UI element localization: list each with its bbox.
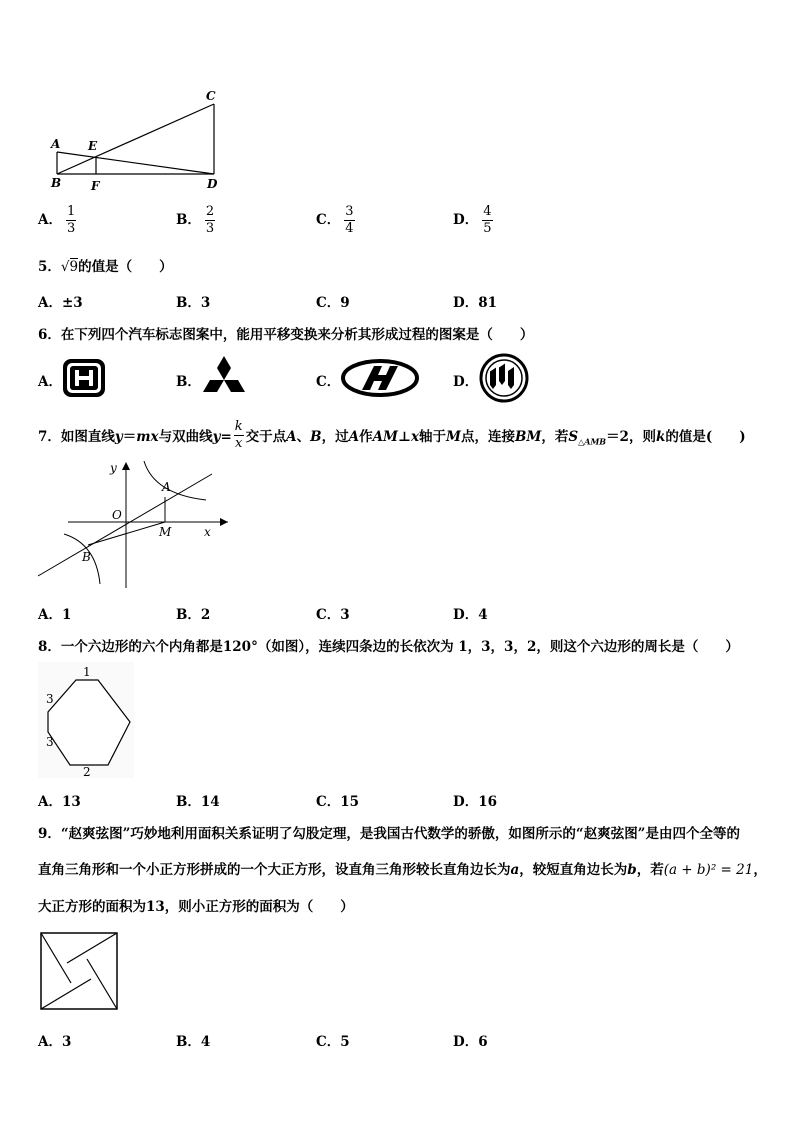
label-b: B bbox=[51, 176, 62, 190]
q7-text-6: 轴于 bbox=[419, 429, 447, 445]
q8-option-b[interactable]: B．14 bbox=[176, 794, 220, 810]
label-a: A bbox=[51, 137, 61, 151]
segment-bm: BM bbox=[514, 429, 542, 445]
numerator: 3 bbox=[345, 204, 354, 219]
axis-label-y: y bbox=[110, 461, 117, 475]
q9-option-c[interactable]: C．5 bbox=[316, 1034, 350, 1050]
equals-sign-2: = bbox=[220, 429, 232, 445]
side-label-lower-left: 3 bbox=[46, 735, 54, 749]
label-f: F bbox=[91, 179, 100, 193]
denominator-x: x bbox=[235, 436, 243, 451]
label-c: C bbox=[206, 89, 216, 103]
q9-text-a: 直角三角形和一个小正方形拼成的一个大正方形，设直角三角形较长直角边长为 bbox=[38, 862, 511, 878]
q8-option-a[interactable]: A．13 bbox=[38, 794, 81, 810]
q8-option-c[interactable]: C．15 bbox=[316, 794, 360, 810]
q4-option-b[interactable] bbox=[176, 204, 215, 237]
triangle-figure bbox=[40, 84, 240, 194]
q7-text-9: ＝2，则 bbox=[606, 429, 656, 445]
numerator: 2 bbox=[205, 204, 215, 219]
q9-option-d[interactable]: D．6 bbox=[453, 1034, 488, 1050]
q8-option-d[interactable]: D．16 bbox=[453, 794, 497, 810]
question-9-line-2 bbox=[38, 858, 767, 878]
denominator: 5 bbox=[483, 221, 492, 236]
numerator: 1 bbox=[66, 204, 76, 219]
point-a-label: A bbox=[162, 480, 171, 494]
denominator: 4 bbox=[345, 221, 354, 236]
option-letter: B． bbox=[176, 212, 201, 228]
point-a-2: A bbox=[348, 429, 360, 445]
question-5 bbox=[38, 255, 173, 275]
var-y: y bbox=[114, 429, 123, 445]
side-label-top: 1 bbox=[83, 665, 91, 679]
point-b-label: B bbox=[82, 550, 91, 564]
q4-option-d[interactable] bbox=[453, 204, 493, 237]
var-mx: mx bbox=[136, 429, 159, 445]
q7-text-8: ，若 bbox=[541, 429, 569, 445]
q7-text-7: 点，连接 bbox=[460, 429, 515, 445]
q9-text-d: ， bbox=[753, 862, 767, 878]
question-9-line-3: 大正方形的面积为13，则小正方形的面积为（ ） bbox=[38, 899, 354, 915]
mitsubishi-logo-icon bbox=[200, 354, 248, 400]
hyundai-logo-icon bbox=[340, 358, 420, 398]
hexagon-figure bbox=[38, 662, 134, 778]
q6-option-d[interactable]: D． bbox=[453, 374, 479, 390]
axis-label-x: x bbox=[204, 525, 211, 539]
q7-option-b[interactable]: B．2 bbox=[176, 607, 211, 623]
question-text: 的值是（ ） bbox=[78, 259, 173, 275]
var-a: a bbox=[510, 862, 520, 878]
q7-text-4: ，过 bbox=[321, 429, 349, 445]
q7-text-5: 作 bbox=[359, 429, 373, 445]
numerator: 4 bbox=[483, 204, 492, 219]
q6-option-c[interactable]: C． bbox=[316, 374, 341, 390]
var-k: k bbox=[655, 429, 666, 445]
question-number: 5． bbox=[38, 259, 61, 275]
option-letter: C． bbox=[316, 212, 341, 228]
question-8: 8．一个六边形的六个内角都是120°（如图），连续四条边的长依次为 1，3，3，2，则这个六边形的周长是（ ） bbox=[38, 639, 739, 655]
denominator: 3 bbox=[205, 221, 215, 236]
q5-option-b[interactable]: B．3 bbox=[176, 295, 211, 311]
q6-option-b[interactable]: B． bbox=[176, 374, 201, 390]
point-m: M bbox=[446, 429, 461, 445]
var-y-2: y bbox=[212, 429, 221, 445]
q7-option-c[interactable]: C．3 bbox=[316, 607, 350, 623]
q7-option-d[interactable]: D．4 bbox=[453, 607, 488, 623]
denominator: 3 bbox=[66, 221, 76, 236]
q4-option-a[interactable] bbox=[38, 204, 76, 237]
q5-option-a[interactable]: A．±3 bbox=[38, 295, 83, 311]
honda-logo-icon bbox=[62, 358, 106, 398]
separator: 、 bbox=[296, 429, 311, 445]
q7-text-1: 7．如图直线 bbox=[38, 429, 115, 445]
question-9-line-1: 9．“赵爽弦图”巧妙地利用面积关系证明了勾股定理，是我国古代数学的骄傲，如图所示的“赵爽弦图”是由四个全等的 bbox=[38, 826, 740, 842]
area-s: S bbox=[568, 429, 579, 445]
label-d: D bbox=[207, 177, 218, 191]
question-6: 6．在下列四个汽车标志图案中，能用平移变换来分析其形成过程的图案是（ ） bbox=[38, 327, 534, 343]
numerator-k: k bbox=[234, 419, 243, 434]
segment-am: AM bbox=[372, 429, 398, 445]
zhao-shuang-diagram bbox=[38, 930, 122, 1014]
q9-text-c: ，若 bbox=[636, 862, 664, 878]
sqrt-symbol: √ bbox=[60, 259, 70, 275]
area-subscript: △AMB bbox=[578, 436, 607, 447]
q7-text-2: 与双曲线 bbox=[158, 429, 213, 445]
q6-option-a[interactable]: A． bbox=[38, 374, 62, 390]
q9-formula: (a + b)² = 21 bbox=[663, 862, 754, 878]
side-label-bottom: 2 bbox=[83, 765, 91, 778]
question-7 bbox=[38, 421, 746, 454]
q7-text-3: 交于点 bbox=[245, 429, 287, 445]
equals-sign: ＝ bbox=[122, 429, 137, 445]
q9-text-b: ，较短直角边长为 bbox=[519, 862, 628, 878]
q9-option-b[interactable]: B．4 bbox=[176, 1034, 211, 1050]
var-x: x bbox=[410, 429, 420, 445]
hyperbola-graph bbox=[36, 456, 236, 591]
option-letter: A． bbox=[38, 212, 62, 228]
q4-option-c[interactable] bbox=[316, 204, 355, 237]
perp-symbol: ⊥ bbox=[397, 429, 411, 445]
var-b: b bbox=[627, 862, 637, 878]
point-b: B bbox=[310, 429, 322, 445]
point-a: A bbox=[286, 429, 297, 445]
label-e: E bbox=[88, 139, 98, 153]
q7-text-10: 的值是( ) bbox=[665, 429, 746, 445]
radicand: 9 bbox=[69, 259, 79, 275]
side-label-upper-left: 3 bbox=[46, 692, 54, 706]
q9-option-a[interactable]: A．3 bbox=[38, 1034, 72, 1050]
buick-logo-icon bbox=[479, 353, 529, 403]
q5-option-c[interactable]: C．9 bbox=[316, 295, 350, 311]
option-letter: D． bbox=[453, 212, 479, 228]
origin-label: O bbox=[112, 508, 122, 522]
point-m-label: M bbox=[159, 525, 172, 539]
q7-option-a[interactable]: A．1 bbox=[38, 607, 72, 623]
q5-option-d[interactable]: D．81 bbox=[453, 295, 497, 311]
